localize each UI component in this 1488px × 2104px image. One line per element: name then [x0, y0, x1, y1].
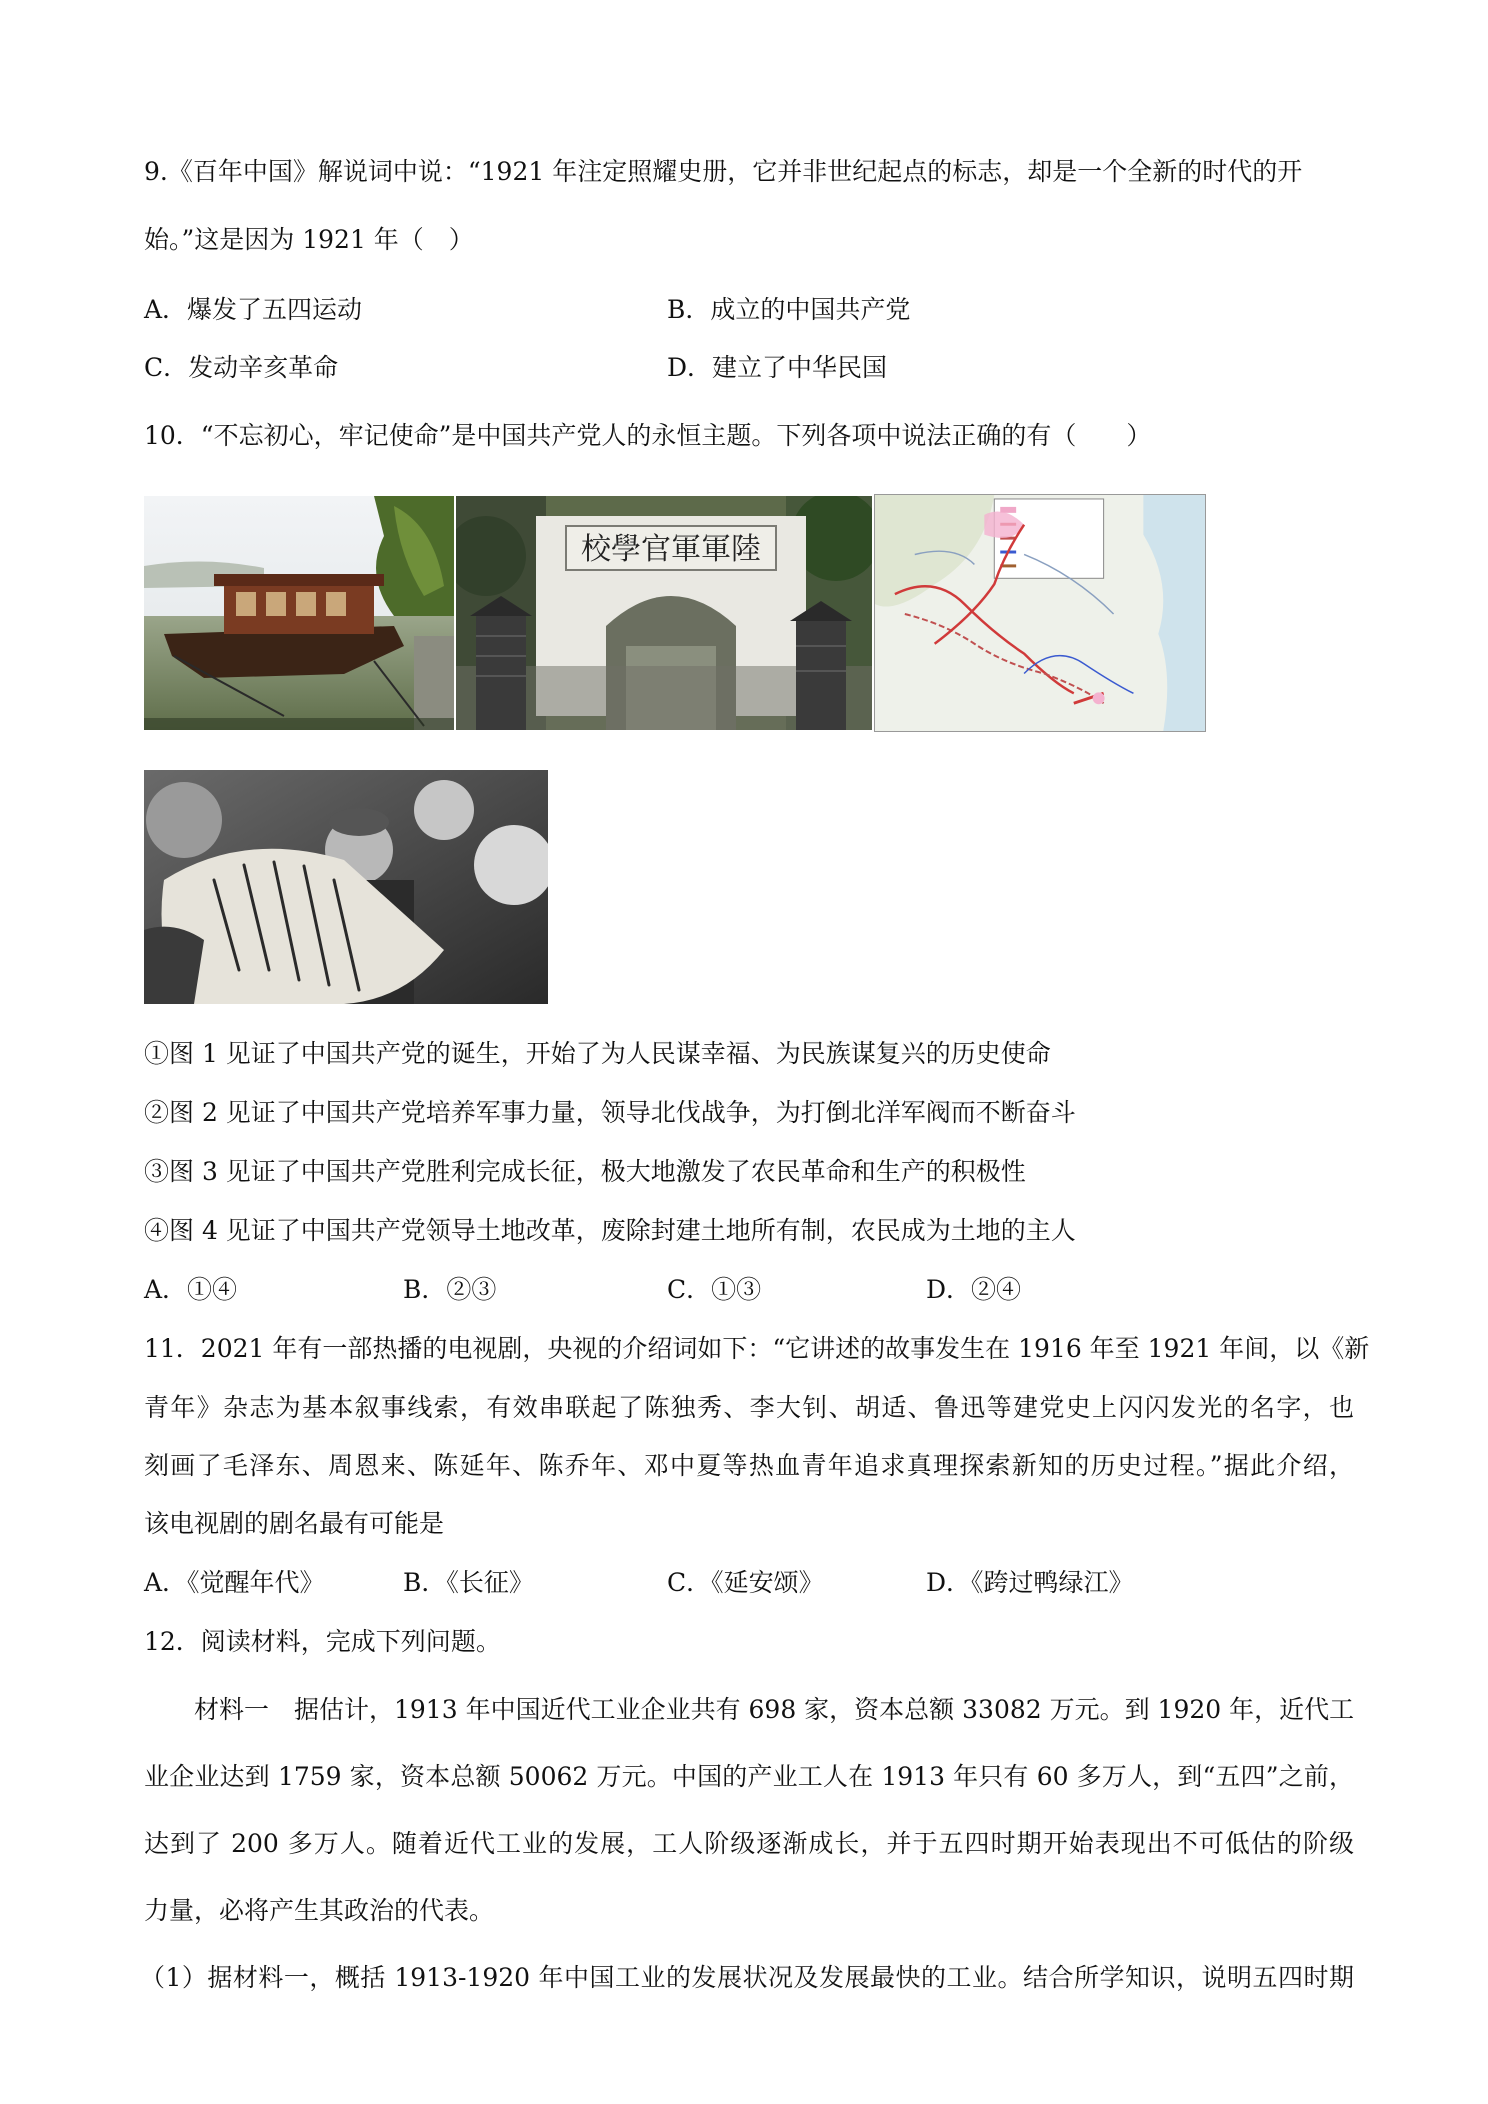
q10-stem: 10．“不忘初心，牢记使命”是中国共产党人的永恒主题。下列各项中说法正确的有（ ）: [144, 421, 1152, 450]
q12-material-line4: 力量，必将产生其政治的代表。: [144, 1896, 495, 1925]
q11-stem-line2: 青年》杂志为基本叙事线索，有效串联起了陈独秀、李大钊、胡适、鲁迅等建党史上闪闪发光的名字，也: [144, 1393, 1354, 1422]
q10-option-a: A．①④: [144, 1275, 238, 1304]
q11-option-b: B．《长征》: [403, 1568, 534, 1597]
q12-material-line2: 业企业达到 1759 家，资本总额 50062 万元。中国的产业工人在 1913 年只有 60 多万人，到“五四”之前，: [144, 1762, 1354, 1791]
q9-option-d: D．建立了中华民国: [667, 353, 888, 382]
q10-option-d: D．②④: [926, 1275, 1022, 1304]
figure-4-land-deed-photo: [144, 770, 548, 1004]
q9-stem-line1: 9.《百年中国》解说词中说：“1921 年注定照耀史册，它并非世纪起点的标志，却是一个全新的时代的开: [144, 157, 1303, 186]
q12-stem: 12．阅读材料，完成下列问题。: [144, 1627, 501, 1656]
q10-option-b: B．②③: [403, 1275, 497, 1304]
q9-option-a: A．爆发了五四运动: [144, 295, 363, 324]
q12-material-line1: 材料一 据估计，1913 年中国近代工业企业共有 698 家，资本总额 33082 万元。到 1920 年，近代工: [194, 1695, 1355, 1724]
q10-statement-4: ④图 4 见证了中国共产党领导土地改革，废除封建土地所有制，农民成为土地的主人: [144, 1216, 1076, 1245]
figure-2-military-academy-gate: [456, 496, 872, 730]
q10-statement-1: ①图 1 见证了中国共产党的诞生，开始了为人民谋幸福、为民族谋复兴的历史使命: [144, 1039, 1051, 1068]
q11-option-d: D．《跨过鸭绿江》: [926, 1568, 1134, 1597]
figure-3-long-march-map: [874, 494, 1206, 732]
q12-material-line3: 达到了 200 多万人。随着近代工业的发展，工人阶级逐渐成长，并于五四时期开始表现出不可低估的阶级: [144, 1829, 1354, 1858]
q9-option-b: B．成立的中国共产党: [667, 295, 911, 324]
q11-stem-line4: 该电视剧的剧名最有可能是: [144, 1509, 445, 1538]
academy-plaque-text: 校學官軍軍陸: [581, 532, 761, 567]
q9-stem-line2: 始。”这是因为 1921 年（ ）: [144, 225, 474, 254]
q10-statement-3: ③图 3 见证了中国共产党胜利完成长征，极大地激发了农民革命和生产的积极性: [144, 1157, 1026, 1186]
q12-subquestion-1: （1）据材料一，概括 1913-1920 年中国工业的发展状况及发展最快的工业。结合所学知识，说明五四时期: [140, 1963, 1354, 1992]
q9-option-c: C．发动辛亥革命: [144, 353, 339, 382]
q11-stem-line1: 11．2021 年有一部热播的电视剧，央视的介绍词如下：“它讲述的故事发生在 1916 年至 1921 年间，以《新: [144, 1334, 1370, 1363]
q11-stem-line3: 刻画了毛泽东、周恩来、陈延年、陈乔年、邓中夏等热血青年追求真理探索新知的历史过程。”据此介绍，: [144, 1451, 1354, 1480]
q11-option-c: C．《延安颂》: [667, 1568, 824, 1597]
figure-1-red-boat: [144, 496, 454, 730]
q10-option-c: C．①③: [667, 1275, 762, 1304]
q10-statement-2: ②图 2 见证了中国共产党培养军事力量，领导北伐战争，为打倒北洋军阀而不断奋斗: [144, 1098, 1076, 1127]
q11-option-a: A．《觉醒年代》: [144, 1568, 325, 1597]
